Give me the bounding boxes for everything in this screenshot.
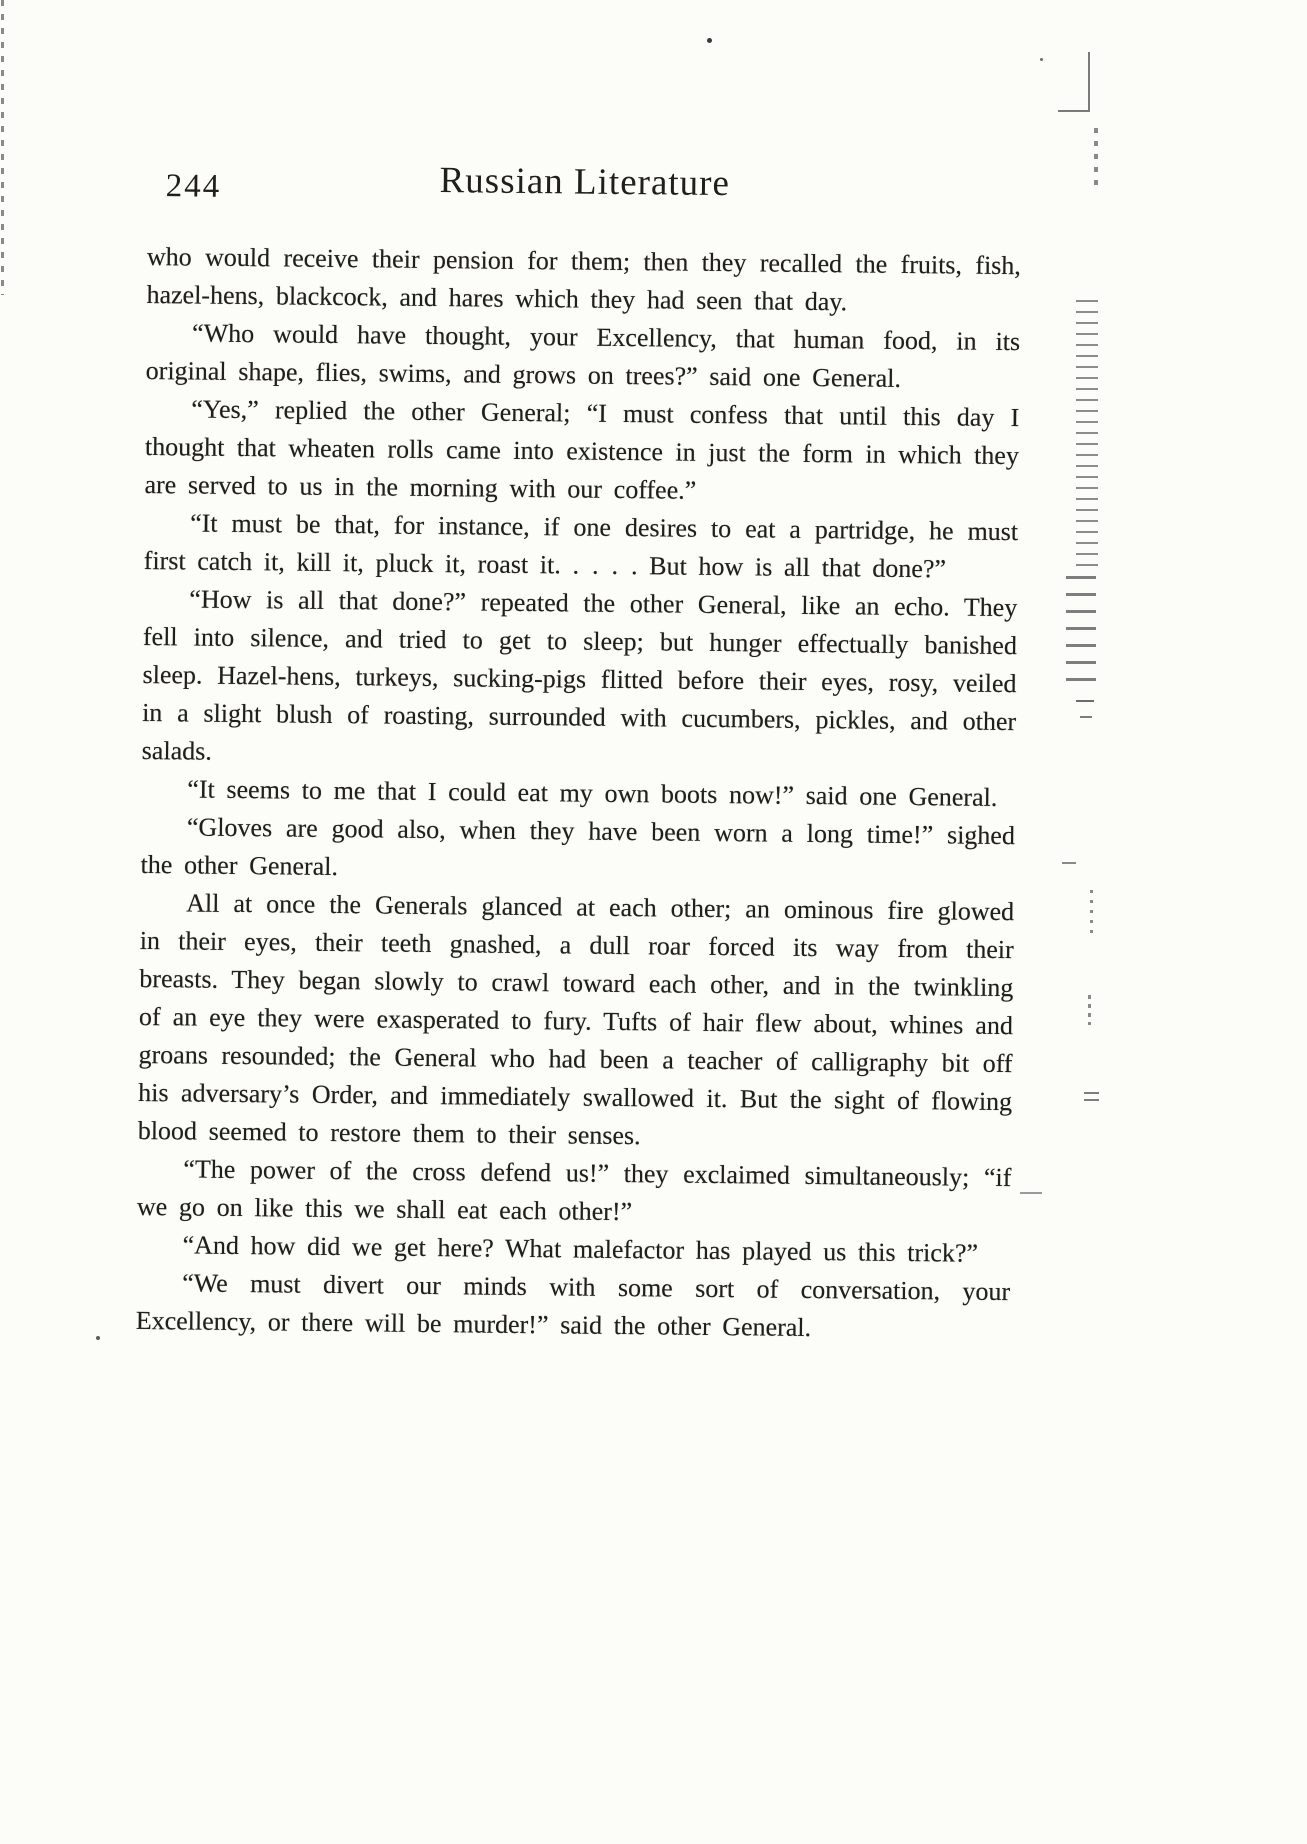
paragraph: All at once the Generals glanced at each other; an ominous fire glowed in their eyes, their teeth gnashed, a dull roar forced its way from their breasts. They began slowly to crawl toward each other, and in the twinkling of an eye they were exasperated to fury. Tufts of hair flew about, whines and groans resounded; the General who had been a teacher of calligraphy bit off his adversary’s Order, and immediately swallowed it. But the sight of flowing blood seemed to restore them to their senses. xyxy=(137,888,1015,1151)
paragraph: “We must divert our minds with some sort of conversation, your Excellency, or there will be murder!” said the other General. xyxy=(135,1268,1011,1343)
scan-artifact-dot xyxy=(707,38,712,43)
scan-artifact-edge-ticks xyxy=(1088,995,1091,1025)
scan-artifact-corner-bracket xyxy=(1058,52,1090,112)
scan-artifact-edge-ticks xyxy=(1076,300,1098,572)
paragraph: “Gloves are good also, when they have been worn a long time!” sighed the other General. xyxy=(140,812,1016,882)
scan-artifact-dash xyxy=(1062,862,1076,864)
paragraph: “It must be that, for instance, if one desires to eat a partridge, he must first catch it, kill it, pluck it, roast it. . . . . But how is all that done?” xyxy=(143,508,1019,584)
scan-artifact-dash xyxy=(1076,700,1094,702)
scan-artifact-edge-ticks xyxy=(1094,128,1098,192)
paragraph: “Yes,” replied the other General; “I must confess that until this day I thought that wheaten rolls came into existence in just the form in which they are served to us in the morning with our coffee.” xyxy=(144,394,1020,505)
paragraph: “Who would have thought, your Excellency, that human food, in its original shape, flies, swims, and grows on trees?” said one General. xyxy=(145,318,1021,393)
paragraph: “How is all that done?” repeated the other General, like an echo. They fell into silence, and tried to get to sleep; but hunger effectually banished sleep. Hazel-hens, turkeys, sucking-pigs flitted before their eyes, rosy, veiled in a slight blush of roasting, surrounded with cucumbers, pickles, and other salads. xyxy=(141,584,1018,766)
page-title: Russian Literature xyxy=(439,160,731,205)
page-number: 244 xyxy=(165,168,222,205)
scan-artifact-dot xyxy=(96,1336,100,1340)
scan-artifact-dots xyxy=(1090,890,1093,938)
page-content xyxy=(136,156,1022,1349)
paragraph: “The power of the cross defend us!” they exclaimed simultaneously; “if we go on like this we shall eat each other!” xyxy=(136,1154,1012,1227)
scan-artifact-equals-marks xyxy=(1084,1092,1099,1106)
scan-artifact-dash xyxy=(1080,716,1092,718)
scan-artifact-left-dashes xyxy=(1,0,4,295)
page-header xyxy=(147,156,1022,223)
paragraph: “It seems to me that I could eat my own boots now!” said one General. xyxy=(187,774,998,812)
page-body xyxy=(136,238,1021,1349)
scan-artifact-dash xyxy=(1020,1192,1042,1194)
paragraph: who would receive their pension for them; then they recalled the fruits, fish, hazel-hens, blackcock, and hares which they had seen that day. xyxy=(146,241,1022,317)
scan-artifact-edge-ticks xyxy=(1066,576,1096,690)
paragraph: “And how did we get here? What malefactor has played us this trick?” xyxy=(182,1230,979,1268)
scan-artifact-dot xyxy=(1040,58,1043,61)
